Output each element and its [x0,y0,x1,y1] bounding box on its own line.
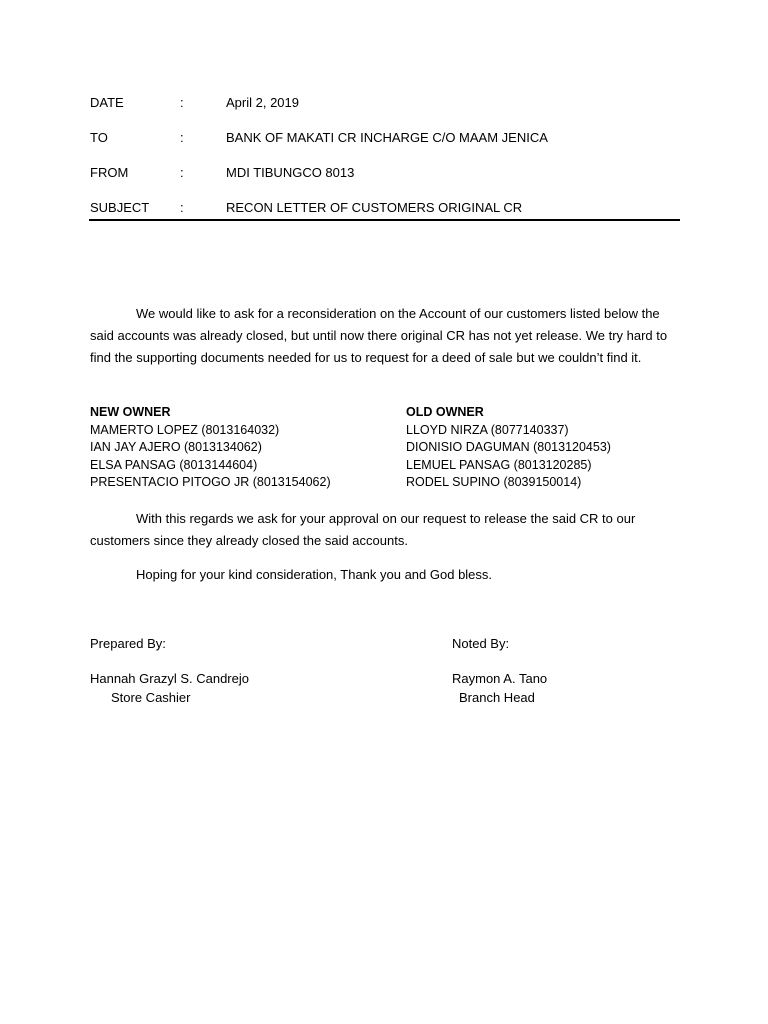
body-paragraph-request: We would like to ask for a reconsideration on the Account of our customers listed below the said accounts was already closed, but until now there original CR has not yet release. We try hard to find the supporting documents needed for us to request for a deed of sale but we couldn’t find it. [90,306,668,365]
list-item: LLOYD NIRZA (8077140337) [406,422,569,437]
list-item: IAN JAY AJERO (8013134062) [90,440,262,454]
body-paragraph-approval: With this regards we ask for your approval on our request to release the said CR to our customers since they already closed the said accounts. [90,511,636,548]
noted-by-title: Branch Head [459,690,535,705]
prepared-by-title: Store Cashier [111,690,191,705]
from-value: MDI TIBUNGCO 8013 [226,165,355,180]
list-item: DIONISIO DAGUMAN (8013120453) [406,440,611,454]
to-label: TO [90,130,108,145]
date-row [90,94,680,129]
list-item: RODEL SUPINO (8039150014) [406,475,582,489]
list-item: PRESENTACIO PITOGO JR (8013154062) [90,475,331,489]
memo-header [90,94,680,234]
subject-label: SUBJECT [90,200,150,215]
subject-colon: : [180,200,184,215]
old-owner-header: OLD OWNER [406,405,484,419]
list-item: LEMUEL PANSAG (8013120285) [406,457,592,472]
body-paragraph-closing: Hoping for your kind consideration, Thank you and God bless. [136,567,493,582]
noted-by-label: Noted By: [452,636,510,651]
noted-by-signature [452,669,547,707]
date-value: April 2, 2019 [226,95,299,110]
to-value: BANK OF MAKATI CR INCHARGE C/O MAAM JENICA [226,130,548,145]
from-label: FROM [90,165,129,180]
header-divider [89,219,680,221]
prepared-by-name: Hannah Grazyl S. Candrejo [90,671,249,686]
from-row [90,164,680,199]
to-row [90,129,680,164]
list-item: MAMERTO LOPEZ (8013164032) [90,422,280,437]
from-colon: : [180,165,184,180]
to-colon: : [180,130,184,145]
subject-row [90,199,680,234]
prepared-by-label: Prepared By: [90,636,166,651]
noted-by-name: Raymon A. Tano [452,671,548,686]
new-owner-header: NEW OWNER [90,405,171,419]
date-label: DATE [90,95,124,110]
subject-value: RECON LETTER OF CUSTOMERS ORIGINAL CR [226,200,523,215]
date-colon: : [180,95,184,110]
prepared-by-signature [90,669,249,707]
list-item: ELSA PANSAG (8013144604) [90,457,258,472]
new-owner-list [90,404,331,492]
old-owner-list [406,404,611,492]
